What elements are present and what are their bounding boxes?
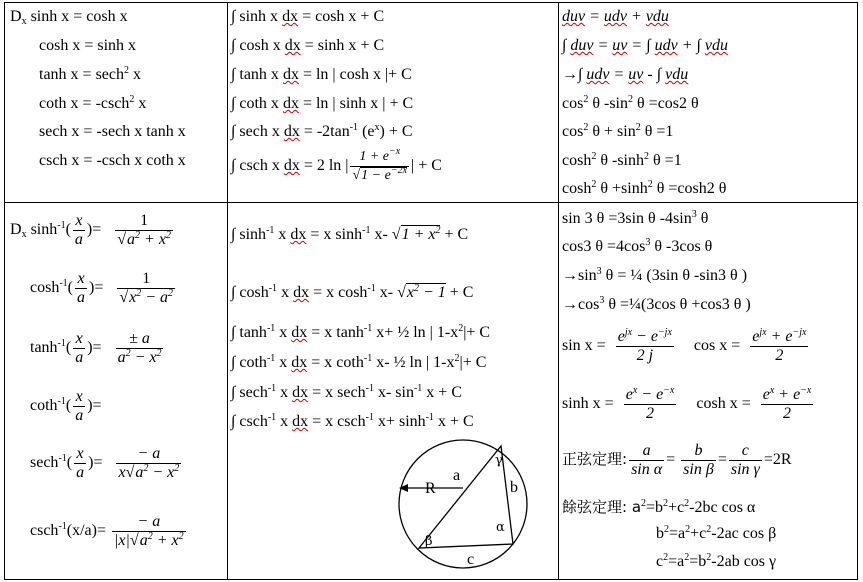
derivative-csch: csch x = -csch x coth x (39, 152, 186, 169)
label-b: b (510, 479, 518, 496)
integral-coth: ∫ coth x dx = ln | sinh x | + C (231, 95, 414, 112)
label-beta: β (425, 534, 433, 549)
derivative-arctanh: $\tanh^{-1}$( $\frac{x}{a}$ )= $\frac{\pm a}{a^2 - x^2}$ (30, 330, 162, 366)
identity-cos-cubed: $\to\cos^3$ θ =¼(3cos θ +cos3 θ ) (562, 295, 751, 313)
identity-pythagorean: $\cos^2 \theta + \sin^2 \theta =1$ (562, 122, 674, 140)
derivative-arccosh: $\cosh^{-1}$( $\frac{x}{a}$ )= $\frac{1}{√x^2 - a^2}$ (30, 270, 174, 306)
label-gamma: γ (495, 453, 503, 468)
integration-by-parts: ∫ duv = uv = ∫ udv + ∫ vdu (562, 37, 728, 54)
label-a: a (453, 467, 461, 484)
identity-cosh2: $\cosh^2 \theta +\sinh^2$ θ =cosh2 θ (562, 179, 727, 197)
label-c: c (467, 551, 475, 568)
law-of-cosines-c: $c^2=a^2=b^2-2ab$ cos γ (656, 552, 777, 570)
label-R: R (425, 480, 436, 497)
identity-cos3: cos3 $\theta =4\cos^3$ θ -3cos θ (562, 237, 713, 255)
derivative-sech: sech x = -sech x tanh x (39, 123, 186, 140)
integral-tanh: ∫ tanh x dx = ln | cosh x |+ C (231, 66, 412, 83)
integral-arccsch: ∫ csch$^{-1}$ x dx = x csch$^{-1}$ $x+ \sinh^{-1} x + C$ (231, 412, 474, 430)
derivative-arccsch: csch$^{-1}$(x/a)= $\frac{- a}{|x|√a^2 + x^2}$ (30, 513, 184, 549)
integral-sinh: ∫ sinh x dx = cosh x + C (231, 8, 385, 25)
label-alpha: α (496, 520, 505, 535)
product-rule: duv = udv + vdu (562, 8, 669, 25)
derivative-cosh: cosh x = sinh x (39, 37, 137, 54)
law-of-cosines-b: $b^2=a^2+c^2-2ac$ cos β (656, 524, 777, 542)
integration-by-parts-result: →∫ udv = uv - ∫ vdu (562, 66, 689, 83)
law-of-sines: 正弦定理: $\frac{a}{\text{sin α}}$ = $\frac{b}{\text{sin β}}$ = $\frac{c}{\text{sin γ}}$ =2R (562, 442, 792, 478)
derivative-arccoth: coth$^{-1}$( $\frac{x}{a}$ )= (30, 388, 102, 424)
identity-hyperbolic: $\cosh^2 \theta$ $-\sinh^2$ θ =1 (562, 151, 682, 169)
integral-arccoth: ∫ coth$^{-1}$ x dx = x coth$^{-1}$ x- ½ ln | $1-x^2|+ C$ (231, 353, 487, 371)
integral-arctanh: ∫ $\tanh^{-1} x$ dx = x $\tanh^{-1} x+$ ½ ln | $1-x^2|+ C$ (231, 323, 491, 341)
euler-sin-cos: sin x = $\frac{e^{jx} - e^{-jx}}{2 j}$ cos x = $\frac{e^{jx} + e^{-jx}}{2}$ (562, 327, 807, 364)
identity-sin3: sin 3 θ =3sin θ $-4\sin^3$ θ (562, 209, 709, 227)
law-of-cosines-a: 餘弦定理: $a^2=b^2+c^2-2bc$ cos α (562, 498, 756, 516)
derivative-tanh: tanh x = sech$^2$ x (39, 65, 141, 83)
identity-cos2: $\cos^2 \theta$ $-\sin^2$ θ =cos2 θ (562, 94, 699, 112)
integral-arccosh: ∫ $\cosh^{-1} x$ dx = x $\cosh^{-1} x-$ $√x^2 - 1 + C$ (231, 283, 474, 301)
sinh-cosh-definition: sinh x = $\frac{e^x - e^{-x}}{2}$ cosh x = $\frac{e^x + e^{-x}}{2}$ (562, 385, 812, 422)
integral-arcsinh: ∫ $\sinh^{-1} x$ dx = x $\sinh^{-1} x-$ $√1 + x^2 + C$ (231, 225, 469, 243)
circumcircle-triangle-diagram (395, 432, 535, 572)
integral-cosh: ∫ cosh x dx = sinh x + C (231, 37, 385, 54)
derivative-sinh: $D_x$ sinh x = cosh x (10, 8, 128, 27)
identity-sin-cubed: $\to\sin^3$ θ = ¼ (3sin θ -sin3 θ ) (562, 266, 748, 284)
derivative-coth: coth x = -csch$^2$ x (39, 94, 147, 112)
integral-csch: ∫ csch x dx = 2 ln | $\frac{1 + e^{-x}}{√1 - e^{-2x}}$ | + C (231, 146, 442, 183)
derivative-arcsech: sech$^{-1}$( $\frac{x}{a}$ )= $\frac{- a}{x√a^2 - x^2}$ (30, 445, 180, 481)
derivative-arcsinh: $D_x$ $\sinh^{-1}$( $\frac{x}{a}$ )= $\frac{1}{√a^2 + x^2}$ (10, 212, 171, 248)
integral-sech: ∫ sech x dx = $-2\tan^{-1}$ $(e^x) + C$ (231, 122, 413, 140)
integral-arcsech: ∫ sech$^{-1}$ x dx = x sech$^{-1}$ x- $\sin^{-1} x + C$ (231, 383, 462, 401)
